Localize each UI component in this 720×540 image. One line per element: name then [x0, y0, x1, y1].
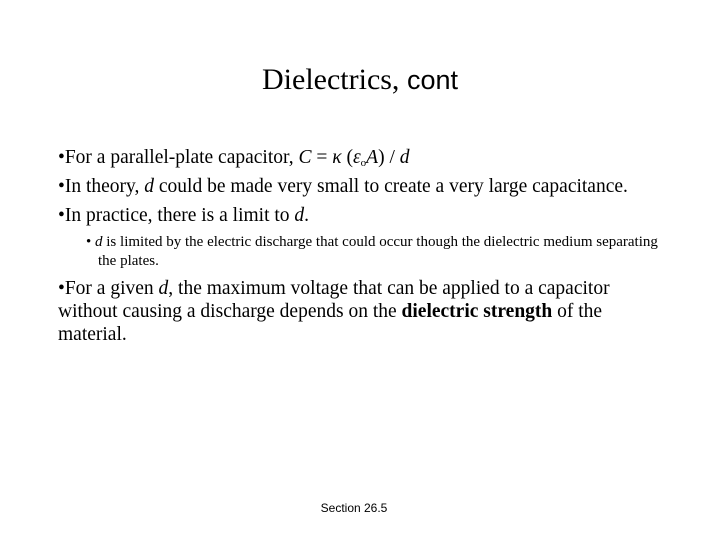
bullet-practice [58, 204, 668, 227]
formula-c: C [298, 147, 312, 168]
bullet-text: could be made very small to create a very large capacitance. [154, 176, 628, 197]
title-main: Dielectrics, [262, 63, 400, 96]
bullet-capacitance-formula [58, 146, 668, 169]
slide-body [58, 146, 668, 352]
formula-a: A [366, 147, 379, 168]
formula-close: ) / [378, 147, 400, 168]
bullet-text: •For a parallel-plate capacitor, [58, 147, 299, 168]
bullet-text: of the material. [58, 301, 603, 345]
formula-epsilon: ε [352, 147, 361, 168]
variable-d: d [158, 278, 169, 299]
bullet-text: •In practice, there is a limit to [58, 205, 295, 226]
term-dielectric-strength: dielectric strength [401, 301, 553, 322]
formula-d: d [399, 147, 410, 168]
title-suffix: cont [399, 65, 458, 95]
formula-eq: = [311, 147, 333, 168]
sub-bullet-discharge [86, 233, 668, 271]
bullet-theory [58, 175, 668, 198]
sub-bullet-text: is limited by the electric discharge that could occur though the dielectric medium separating the plates. [98, 234, 658, 269]
sub-bullet-marker: • [86, 234, 96, 250]
slide-title [0, 60, 720, 100]
bullet-text: •In theory, [58, 176, 145, 197]
variable-d: d [95, 234, 103, 250]
bullet-text: , the maximum voltage that can be applied to a capacitor without causing a discharge depends on the [58, 278, 610, 322]
formula-kappa: κ [332, 147, 342, 168]
variable-d: d [294, 205, 305, 226]
formula-subscript: o [360, 157, 367, 169]
bullet-text: . [304, 205, 310, 226]
bullet-text: •For a given [58, 278, 159, 299]
footer-section: Section 26.5 [320, 501, 388, 515]
formula-open: ( [341, 147, 353, 168]
bullet-dielectric-strength [58, 277, 668, 346]
variable-d: d [144, 176, 154, 197]
